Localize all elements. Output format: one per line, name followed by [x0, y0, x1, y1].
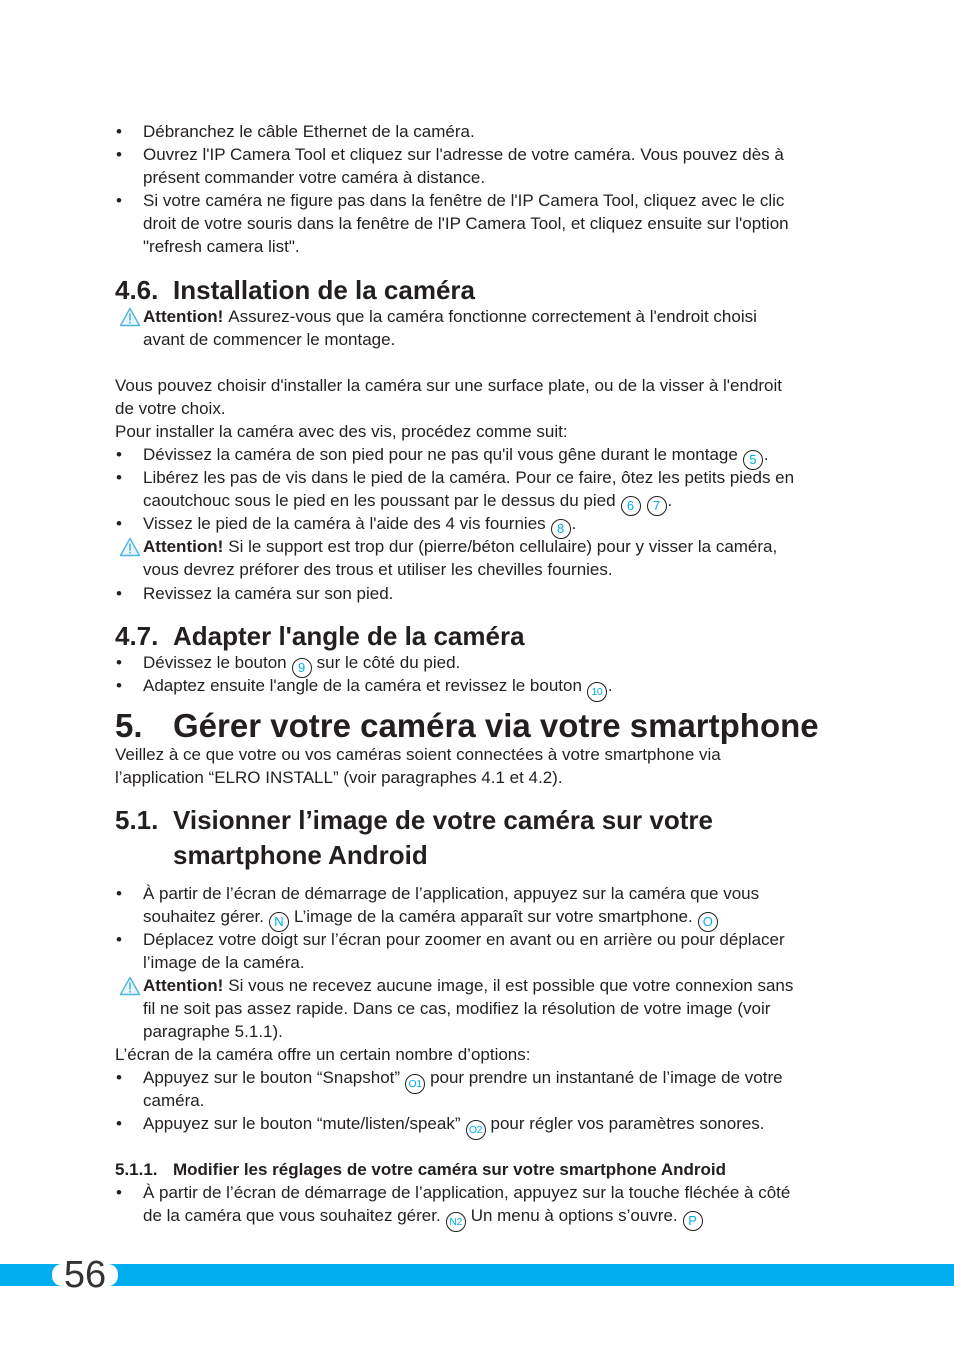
list-item — [115, 582, 845, 605]
page-number: 56 — [63, 1254, 107, 1296]
callout-ref-P: P — [683, 1211, 703, 1231]
warning-triangle-icon — [119, 976, 141, 996]
list-item — [115, 512, 845, 535]
text-line — [143, 443, 845, 466]
subsection-number: 5.1.1. — [115, 1160, 158, 1179]
text-line: Libérez les pas de vis dans le pied de la caméra. Pour ce faire, ôtez les petits pieds en — [143, 468, 795, 487]
page-content — [115, 120, 845, 1227]
options-list — [115, 1066, 845, 1135]
text-line: l’image de la caméra. — [143, 953, 305, 972]
list-item — [115, 443, 845, 466]
angle-steps-list — [115, 651, 845, 697]
installation-steps-list — [115, 443, 845, 535]
subsection-title: Modifier les réglages de votre caméra sur votre smartphone Android — [173, 1160, 726, 1179]
attention-text: Si le support est trop dur (pierre/béton cellulaire) pour y visser la caméra, — [228, 537, 778, 556]
text-line: Vous pouvez choisir d'installer la caméra sur une surface plate, ou de la visser à l'endroit — [115, 376, 783, 395]
paragraph — [115, 374, 845, 420]
callout-ref-O: O — [698, 912, 718, 932]
attention-text: Si vous ne recevez aucune image, il est possible que votre connexion sans — [228, 976, 794, 995]
bullet: • — [116, 930, 122, 949]
text-line — [143, 1066, 845, 1089]
section-title-line: Visionner l’image de votre caméra sur votre — [173, 805, 713, 835]
text-line: À partir de l’écran de démarrage de l’application, appuyez sur la caméra que vous — [143, 884, 760, 903]
bullet: • — [116, 584, 122, 603]
list-item — [115, 928, 845, 974]
callout-ref-10: 10 — [587, 682, 607, 702]
attention-text: Assurez-vous que la caméra fonctionne correctement à l'endroit choisi — [228, 307, 757, 326]
text-line: "refresh camera list". — [143, 237, 300, 256]
bullet: • — [116, 122, 122, 141]
top-bullet-list — [115, 120, 845, 258]
text-line — [143, 905, 845, 928]
paragraph: Pour installer la caméra avec des vis, procédez comme suit: — [115, 422, 568, 441]
callout-ref-7: 7 — [647, 496, 667, 516]
step-text: de la caméra que vous souhaitez gérer. — [143, 1206, 441, 1225]
section-heading-5-1 — [115, 803, 845, 873]
text-line: l’application “ELRO INSTALL” (voir paragraphes 4.1 et 4.2). — [115, 768, 563, 787]
text-line — [143, 1204, 845, 1227]
text-line — [143, 512, 845, 535]
attention-text: avant de commencer le montage. — [143, 330, 396, 349]
step-text: caoutchouc sous le pied en les poussant par le dessus du pied — [143, 491, 616, 510]
step-end: . — [667, 491, 673, 510]
view-steps-list — [115, 882, 845, 974]
section-title: Installation de la caméra — [173, 275, 476, 305]
callout-ref-5: 5 — [743, 450, 763, 470]
bullet: • — [116, 191, 122, 210]
step-text: Appuyez sur le bouton “mute/listen/speak” — [143, 1114, 461, 1133]
attention-note — [115, 305, 845, 351]
step-text: Adaptez ensuite l'angle de la caméra et revissez le bouton — [143, 676, 582, 695]
text-line: présent commander votre caméra à distance. — [143, 168, 486, 187]
step-text: Vissez le pied de la caméra à l'aide des 4 vis fournies — [143, 514, 546, 533]
list-item — [115, 882, 845, 928]
footer-bar — [0, 1264, 954, 1286]
bullet: • — [116, 1068, 122, 1087]
callout-ref-N: N — [269, 912, 289, 932]
text-line: caméra. — [143, 1091, 205, 1110]
list-item — [115, 189, 845, 258]
list-item — [115, 143, 845, 189]
bullet: • — [116, 468, 122, 487]
callout-ref-O2: O2 — [466, 1120, 486, 1140]
bullet: • — [116, 676, 122, 695]
paragraph: L’écran de la caméra offre un certain nombre d’options: — [115, 1045, 531, 1064]
list-item — [115, 1112, 845, 1135]
attention-note — [115, 535, 845, 581]
section-number: 4.6. — [115, 275, 159, 305]
text-line: Si votre caméra ne figure pas dans la fenêtre de l'IP Camera Tool, cliquez avec le clic — [143, 191, 785, 210]
attention-note — [115, 974, 845, 1043]
text-line: À partir de l’écran de démarrage de l’application, appuyez sur la touche fléchée à côté — [143, 1183, 791, 1202]
text-line: de votre choix. — [115, 399, 226, 418]
bullet: • — [116, 653, 122, 672]
text-line: Revissez la caméra sur son pied. — [143, 584, 394, 603]
page-number-box — [52, 1254, 118, 1296]
list-item — [115, 1181, 845, 1227]
callout-ref-O1: O1 — [405, 1074, 425, 1094]
step-end: pour prendre un instantané de l’image de votre — [430, 1068, 783, 1087]
chapter-intro — [115, 743, 845, 789]
step-end: sur le côté du pied. — [316, 653, 461, 672]
list-item — [115, 674, 845, 697]
callout-ref-6: 6 — [621, 496, 641, 516]
text-line — [143, 674, 845, 697]
step-text: Un menu à options s’ouvre. — [470, 1206, 678, 1225]
text-line: Débranchez le câble Ethernet de la caméra. — [143, 122, 475, 141]
text-line: Déplacez votre doigt sur l’écran pour zoomer en avant ou en arrière ou pour déplacer — [143, 930, 785, 949]
callout-ref-N2: N2 — [446, 1212, 466, 1232]
chapter-number: 5. — [115, 707, 143, 744]
step-text: L’image de la caméra apparaît sur votre smartphone. — [293, 907, 693, 926]
chapter-heading-5 — [115, 709, 845, 743]
text-line — [143, 1112, 845, 1135]
text-line — [143, 974, 845, 997]
list-item — [115, 466, 845, 512]
text-line: droit de votre souris dans la fenêtre de l'IP Camera Tool, et cliquez ensuite sur l'option — [143, 214, 789, 233]
bullet: • — [116, 1183, 122, 1202]
subsection-heading-5-1-1 — [115, 1158, 845, 1181]
text-line: Ouvrez l'IP Camera Tool et cliquez sur l'adresse de votre caméra. Vous pouvez dès à — [143, 145, 784, 164]
text-line: Veillez à ce que votre ou vos caméras soient connectées à votre smartphone via — [115, 745, 721, 764]
callout-ref-9: 9 — [292, 658, 312, 678]
step-end: pour régler vos paramètres sonores. — [490, 1114, 765, 1133]
section-number: 4.7. — [115, 621, 159, 651]
warning-triangle-icon — [119, 307, 141, 327]
step-text: Dévissez le bouton — [143, 653, 287, 672]
text-line — [143, 489, 845, 512]
text-line — [143, 305, 845, 328]
section-title-line: smartphone Android — [173, 840, 428, 870]
chapter-title: Gérer votre caméra via votre smartphone — [173, 707, 819, 744]
step-text: Dévissez la caméra de son pied pour ne pas qu'il vous gêne durant le montage — [143, 445, 738, 464]
attention-text: fil ne soit pas assez rapide. Dans ce cas, modifiez la résolution de votre image (voir — [143, 999, 771, 1018]
step-end: . — [763, 445, 769, 464]
section-heading-4-7 — [115, 621, 845, 651]
section-number: 5.1. — [115, 805, 159, 835]
bullet: • — [116, 1114, 122, 1133]
callout-ref-8: 8 — [551, 519, 571, 539]
bullet: • — [116, 445, 122, 464]
bullet: • — [116, 145, 122, 164]
attention-label: Attention! — [143, 537, 224, 556]
section-title: Adapter l'angle de la caméra — [173, 621, 525, 651]
attention-text: paragraphe 5.1.1). — [143, 1022, 283, 1041]
attention-label: Attention! — [143, 307, 224, 326]
step-end: . — [607, 676, 613, 695]
attention-text: vous devrez préforer des trous et utiliser les chevilles fournies. — [143, 560, 613, 579]
bullet: • — [116, 514, 122, 533]
text-line — [143, 651, 845, 674]
text-line — [143, 535, 845, 558]
step-end: . — [571, 514, 577, 533]
warning-triangle-icon — [119, 537, 141, 557]
list-item — [115, 120, 845, 143]
list-item — [115, 651, 845, 674]
section-heading-4-6 — [115, 275, 845, 305]
list-item — [115, 1066, 845, 1112]
step-text: souhaitez gérer. — [143, 907, 264, 926]
step-text: Appuyez sur le bouton “Snapshot” — [143, 1068, 401, 1087]
attention-label: Attention! — [143, 976, 224, 995]
bullet: • — [116, 884, 122, 903]
